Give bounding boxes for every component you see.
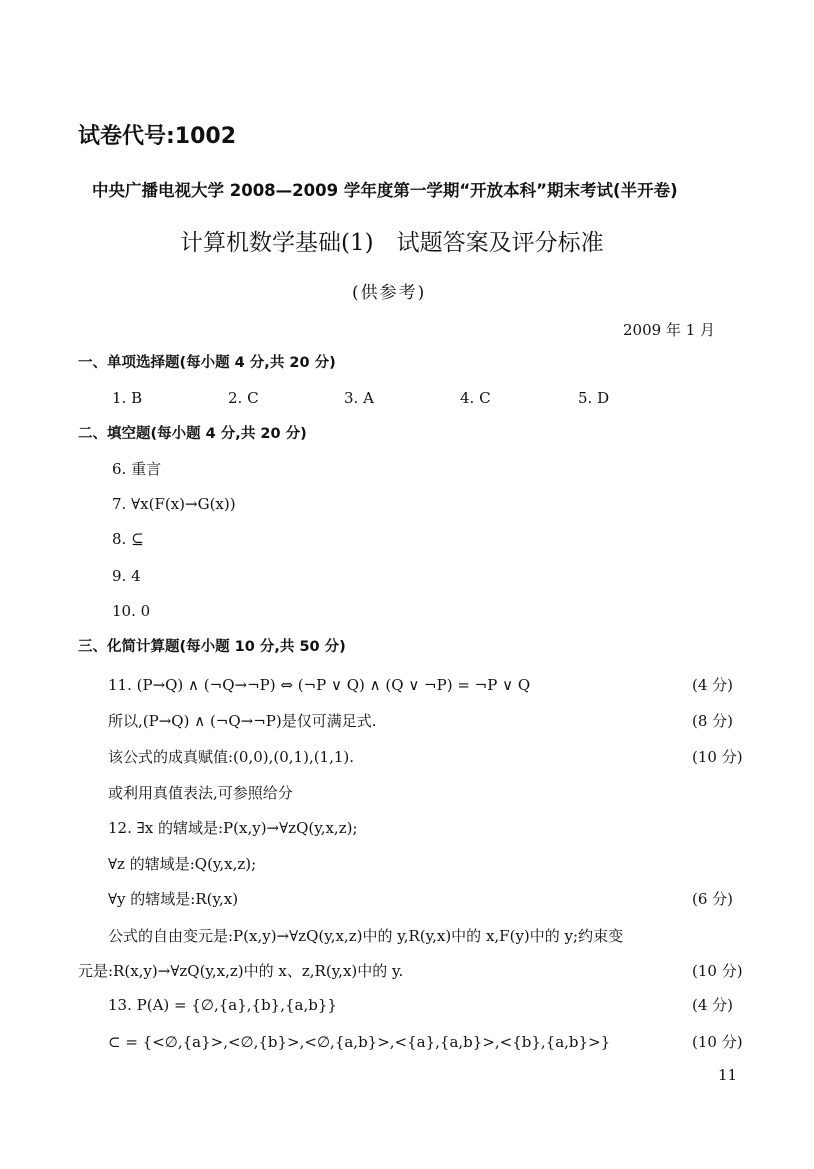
solution-12-forall-z-scope: ∀z 的辖域是:Q(y,x,z); (108, 855, 257, 873)
solution-11-score: (4 分) (692, 676, 734, 694)
solution-11-line: 11. (P→Q) ∧ (¬Q→¬P) ⇔ (¬P ∨ Q) ∧ (Q ∨ ¬P) = ¬P ∨ Q (108, 676, 531, 694)
reference-note: (供参考) (352, 283, 427, 303)
solution-13-power-set: 13. P(A) = {∅,{a},{b},{a,b}} (108, 996, 337, 1014)
solution-11-true-assignments: 该公式的成真赋值:(0,0),(0,1),(1,1). (108, 748, 355, 766)
solution-12-scope-score: (6 分) (692, 890, 734, 908)
solution-12-exists-scope: 12. ∃x 的辖域是:P(x,y)→∀zQ(y,x,z); (108, 819, 358, 837)
solution-11-conclusion-score: (8 分) (692, 712, 734, 730)
answer-2: 2. C (228, 389, 259, 407)
answer-8: 8. ⊆ (112, 530, 144, 548)
solution-11-alternative: 或利用真值表法,可参照给分 (108, 784, 293, 802)
page-number: 11 (718, 1066, 738, 1084)
solution-11-true-assignments-score: (10 分) (692, 748, 743, 766)
section2-heading: 二、填空题(每小题 4 分,共 20 分) (78, 426, 307, 442)
exam-title: 中央广播电视大学 2008—2009 学年度第一学期“开放本科”期末考试(半开卷) (92, 181, 678, 200)
course-title: 计算机数学基础(1) 试题答案及评分标准 (180, 230, 604, 256)
solution-12-free-variables: 公式的自由变元是:P(x,y)→∀zQ(y,x,z)中的 y,R(y,x)中的 x,F(y)中的 y;约束变 (108, 927, 624, 945)
answer-10: 10. 0 (112, 602, 151, 620)
solution-12-forall-y-scope: ∀y 的辖域是:R(y,x) (108, 890, 239, 908)
section3-heading: 三、化简计算题(每小题 10 分,共 50 分) (78, 639, 346, 655)
solution-13-relation: ⊂ = {<∅,{a}>,<∅,{b}>,<∅,{a,b}>,<{a},{a,b}>,<{b},{a,b}>} (108, 1033, 611, 1051)
exam-date: 2009 年 1 月 (623, 321, 716, 339)
answer-9: 9. 4 (112, 567, 141, 585)
section1-heading: 一、单项选择题(每小题 4 分,共 20 分) (78, 355, 336, 371)
answer-4: 4. C (460, 389, 491, 407)
answer-3: 3. A (344, 389, 374, 407)
answer-5: 5. D (578, 389, 610, 407)
solution-13-relation-score: (10 分) (692, 1033, 743, 1051)
solution-12-variables-score: (10 分) (692, 962, 743, 980)
solution-13-power-set-score: (4 分) (692, 996, 734, 1014)
paper-code: 试卷代号:1002 (78, 124, 237, 149)
answer-6: 6. 重言 (112, 460, 162, 478)
solution-11-conclusion: 所以,(P→Q) ∧ (¬Q→¬P)是仅可满足式. (108, 712, 377, 730)
solution-12-bound-variables: 元是:R(x,y)→∀zQ(y,x,z)中的 x、z,R(y,x)中的 y. (78, 962, 404, 980)
answer-7: 7. ∀x(F(x)→G(x)) (112, 495, 236, 513)
answer-1: 1. B (112, 389, 143, 407)
